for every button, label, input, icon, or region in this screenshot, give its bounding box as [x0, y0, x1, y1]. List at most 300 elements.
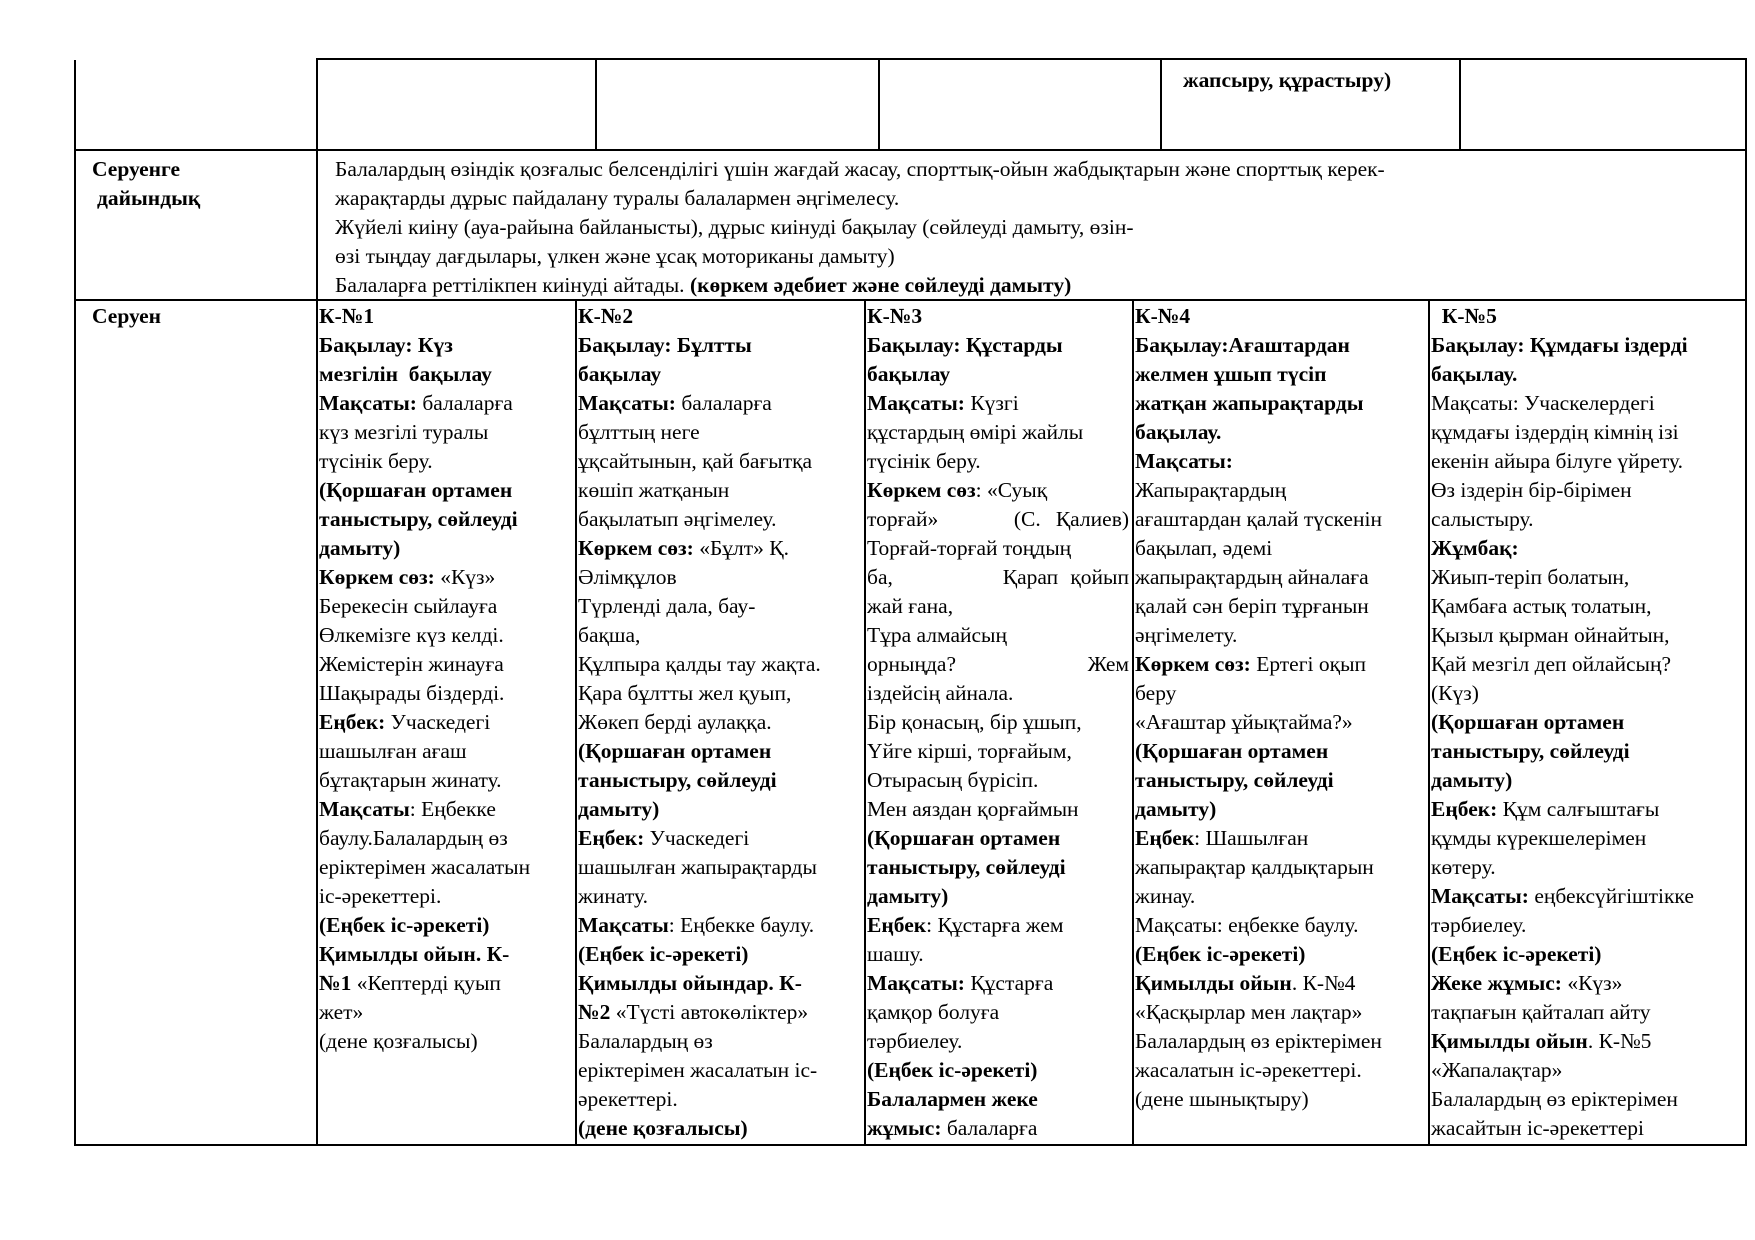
- text-run: (Күз): [1431, 681, 1479, 705]
- text-line: [578, 476, 862, 505]
- bold-text-run: дамыту): [578, 797, 660, 821]
- text-run: күз мезгілі туралы: [319, 420, 489, 444]
- text-run: салыстыру.: [1431, 507, 1534, 531]
- text-line: [1431, 737, 1743, 766]
- text-line: [1135, 447, 1425, 476]
- text-line: [319, 360, 573, 389]
- text-run: жасайтын іс-әрекеттері: [1431, 1116, 1644, 1140]
- text-run: Мен аяздан қорғаймын: [867, 797, 1079, 821]
- text-line: [867, 795, 1129, 824]
- walk-row-divider-3: [1132, 300, 1134, 1146]
- text-line: [1135, 882, 1425, 911]
- text-line: [867, 824, 1129, 853]
- prep-row-label: [92, 155, 200, 213]
- text-line: [1135, 911, 1425, 940]
- text-run: Учаскедегі: [644, 826, 750, 850]
- text-run: еңбексүйгіштікке: [1528, 884, 1694, 908]
- text-line: [1431, 1085, 1743, 1114]
- bold-text-run: К-№4: [1135, 304, 1191, 328]
- text-run: көшіп жатқанын: [578, 478, 730, 502]
- text-line: [1431, 679, 1743, 708]
- text-line: [867, 1027, 1129, 1056]
- text-line: [578, 592, 862, 621]
- text-run: іс-әрекеттері.: [319, 884, 442, 908]
- text-run: Мақсаты: еңбекке баулу.: [1135, 913, 1359, 937]
- text-line: [1431, 882, 1743, 911]
- text-line: [1431, 389, 1743, 418]
- text-line: [867, 505, 1129, 534]
- top-row-cell4-line: жапсыру, құрастыру): [1183, 68, 1392, 92]
- text-run: көтеру.: [1431, 855, 1496, 879]
- text-line: [319, 331, 573, 360]
- text-run: : Шашылған: [1194, 826, 1309, 850]
- text-line: [578, 621, 862, 650]
- text-run: «Ағаштар ұйықтайма?»: [1135, 710, 1353, 734]
- text-run: әңгімелету.: [1135, 623, 1238, 647]
- text-run: жай ғана,: [867, 594, 954, 618]
- text-run: ағаштардан қалай түскенін: [1135, 507, 1382, 531]
- text-run: баулу.Балалардың өз: [319, 826, 508, 850]
- text-line: [1135, 360, 1425, 389]
- text-line: [1135, 824, 1425, 853]
- bold-text-run: Еңбек:: [319, 710, 386, 734]
- text-line: [1431, 534, 1743, 563]
- top-row-divider-4: [1459, 60, 1461, 150]
- bold-text-run: Мақсаты:: [319, 391, 417, 415]
- text-run: қамқор болуға: [867, 1000, 1000, 1024]
- bold-text-run: Еңбек:: [578, 826, 645, 850]
- bold-text-run: таныстыру, сөйлеуді: [319, 507, 518, 531]
- text-line: [578, 708, 862, 737]
- bold-text-run: Бақылау: Құстарды: [867, 333, 1063, 357]
- text-line: [1135, 766, 1425, 795]
- text-line: [867, 592, 1129, 621]
- text-line: [1135, 505, 1425, 534]
- text-line: [319, 911, 573, 940]
- text-line: [1431, 592, 1743, 621]
- text-line: [578, 1085, 862, 1114]
- bold-text-run: (Еңбек іс-әрекеті): [1431, 942, 1602, 966]
- text-line: [1431, 766, 1743, 795]
- text-line: [578, 302, 862, 331]
- text-line: [578, 1027, 862, 1056]
- text-run: Балалардың өз еріктерімен: [1135, 1029, 1382, 1053]
- text-line: [867, 563, 1129, 592]
- walk-row-divider-2: [864, 300, 866, 1146]
- text-line: [319, 563, 573, 592]
- text-run: тәрбиелеу.: [867, 1029, 963, 1053]
- text-line: [578, 360, 862, 389]
- text-line: [867, 360, 1129, 389]
- text-line: [578, 1056, 862, 1085]
- bold-text-run: Көркем сөз: [867, 478, 976, 502]
- text-run: Жөкеп берді аулаққа.: [578, 710, 772, 734]
- bold-text-run: №1: [319, 971, 352, 995]
- text-run: жинату.: [578, 884, 648, 908]
- bold-text-run: таныстыру, сөйлеуді: [578, 768, 777, 792]
- text-run: шашылған ағаш: [319, 739, 467, 763]
- text-line: [1431, 418, 1743, 447]
- text-run: Жиып-теріп болатын,: [1431, 565, 1630, 589]
- text-run: іздейсің айнала.: [867, 681, 1014, 705]
- text-line: [578, 737, 862, 766]
- text-line: [319, 708, 573, 737]
- text-run: Отырасың бүрісіп.: [867, 768, 1039, 792]
- text-run: Берекесін сыйлауға: [319, 594, 498, 618]
- text-line: [1135, 650, 1425, 679]
- text-line: [867, 708, 1129, 737]
- bold-text-run: Еңбек:: [1431, 797, 1498, 821]
- text-run: Балалардың өзіндік қозғалыс белсенділігі үшін жағдай жасау, спорттық-ойын жабдықтарын және спорттық керек-: [335, 157, 1385, 181]
- text-line: [578, 853, 862, 882]
- text-line: [335, 184, 1385, 213]
- text-run: бақылап, әдемі: [1135, 536, 1273, 560]
- text-line: [578, 824, 862, 853]
- bold-text-run: дамыту): [319, 536, 401, 560]
- bold-text-run: таныстыру, сөйлеуді: [1431, 739, 1630, 763]
- bold-text-run: К-№2: [578, 304, 634, 328]
- text-run: бұтақтарын жинату.: [319, 768, 502, 792]
- bold-text-run: дамыту): [1431, 768, 1513, 792]
- bold-text-run: Бақылау: Бұлтты: [578, 333, 752, 357]
- text-line: [867, 302, 1129, 331]
- text-line: [319, 447, 573, 476]
- text-run: Үйге кірші, торғайым,: [867, 739, 1072, 763]
- text-run: Торғай-торғай тоңдың: [867, 536, 1072, 560]
- text-line: [1135, 679, 1425, 708]
- bold-text-run: Мақсаты:: [1431, 884, 1529, 908]
- text-line: [578, 940, 862, 969]
- text-run: Балаларға реттілікпен киінуді айтады.: [335, 273, 690, 297]
- text-line: [578, 650, 862, 679]
- text-run: Ертегі оқып: [1250, 652, 1367, 676]
- text-line: [319, 969, 573, 998]
- text-run: Қай мезгіл деп ойлайсың?: [1431, 652, 1671, 676]
- bold-text-run: Көркем сөз:: [1135, 652, 1251, 676]
- text-run: балаларға: [675, 391, 772, 415]
- text-line: [319, 505, 573, 534]
- text-run: Балалардың өз: [578, 1029, 713, 1053]
- bold-text-run: (Қоршаған ортамен: [1431, 710, 1625, 734]
- text-run: балаларға: [941, 1116, 1038, 1140]
- text-line: [319, 824, 573, 853]
- text-line: [867, 621, 1129, 650]
- bold-text-run: Еңбек: [1135, 826, 1195, 850]
- text-line: [319, 882, 573, 911]
- text-line: [335, 155, 1385, 184]
- text-run: Қамбаға астық толатын,: [1431, 594, 1652, 618]
- text-run: Қызыл қырман ойнайтын,: [1431, 623, 1670, 647]
- text-line: [1135, 476, 1425, 505]
- text-line: [1135, 795, 1425, 824]
- bold-text-run: Бақылау:Ағаштардан: [1135, 333, 1350, 357]
- text-line: [319, 389, 573, 418]
- bold-text-run: (Қоршаған ортамен: [319, 478, 513, 502]
- text-line: [319, 795, 573, 824]
- text-run: құстардың өмірі жайлы: [867, 420, 1084, 444]
- bold-text-run: (Еңбек іс-әрекеті): [1135, 942, 1306, 966]
- text-run: Жапырақтардың: [1135, 478, 1287, 502]
- text-line: [1135, 998, 1425, 1027]
- text-line: [867, 476, 1129, 505]
- text-line: [319, 302, 573, 331]
- text-line: [335, 242, 1385, 271]
- text-line: [578, 998, 862, 1027]
- text-line: [578, 447, 862, 476]
- text-run: құмды күрекшелерімен: [1431, 826, 1647, 850]
- text-line: [1431, 708, 1743, 737]
- text-run: Өлкемізге күз келді.: [319, 623, 504, 647]
- bold-text-run: Бақылау: Құмдағы іздерді: [1431, 333, 1688, 357]
- text-line: [578, 505, 862, 534]
- bold-text-run: Қимылды ойын. К-: [319, 942, 510, 966]
- text-line: [319, 679, 573, 708]
- text-line: [1135, 389, 1425, 418]
- text-line: [867, 766, 1129, 795]
- bold-text-run: бақылау: [867, 362, 951, 386]
- text-line: [319, 766, 573, 795]
- text-line: [867, 911, 1129, 940]
- text-line: [1431, 650, 1743, 679]
- bold-text-run: Мақсаты: [578, 913, 669, 937]
- text-run: «Бұлт» Қ.: [693, 536, 789, 560]
- text-run: беру: [1135, 681, 1177, 705]
- text-run: Күзгі: [964, 391, 1019, 415]
- bold-text-run: Қимылды ойын: [1431, 1029, 1588, 1053]
- text-line: [1135, 969, 1425, 998]
- text-line: [1135, 1027, 1425, 1056]
- text-run: . К-№5: [1587, 1029, 1652, 1053]
- text-line: [1431, 969, 1743, 998]
- text-run: еріктерімен жасалатын іс-: [578, 1058, 818, 1082]
- text-line: [1135, 1056, 1425, 1085]
- text-line: [867, 447, 1129, 476]
- text-run: «Жапалақтар»: [1431, 1058, 1563, 1082]
- text-line: [578, 418, 862, 447]
- prep-row-content: [335, 155, 1385, 300]
- text-run: әрекеттері.: [578, 1087, 678, 1111]
- text-run: бақылатып әңгімелеу.: [578, 507, 777, 531]
- text-line: [1431, 1056, 1743, 1085]
- text-run: Шақырады біздерді.: [319, 681, 505, 705]
- text-line: [1135, 592, 1425, 621]
- walk-row-label: [92, 302, 161, 331]
- text-run: Құстарға: [964, 971, 1054, 995]
- text-line: [867, 1056, 1129, 1085]
- text-run: түсінік беру.: [319, 449, 433, 473]
- text-line: [1431, 621, 1743, 650]
- bold-text-run: (Қоршаған ортамен: [578, 739, 772, 763]
- text-run: жасалатын іс-әрекеттері.: [1135, 1058, 1362, 1082]
- walk-row-divider-4: [1428, 300, 1430, 1146]
- text-line: [1431, 331, 1743, 360]
- bold-text-run: (дене қозғалысы): [578, 1116, 748, 1140]
- top-row-divider-2: [878, 60, 880, 150]
- text-run: ба, Қарап қойып: [867, 565, 1129, 589]
- text-line: [319, 621, 573, 650]
- text-line: [1135, 331, 1425, 360]
- text-line: [867, 998, 1129, 1027]
- bold-text-run: желмен ұшып түсіп: [1135, 362, 1327, 386]
- text-run: тақпағын қайталап айту: [1431, 1000, 1651, 1024]
- text-line: [319, 998, 573, 1027]
- text-line: [1431, 505, 1743, 534]
- text-line: [1431, 853, 1743, 882]
- text-run: шашылған жапырақтарды: [578, 855, 817, 879]
- bold-text-run: К-№1: [319, 304, 375, 328]
- text-run: «Күз»: [434, 565, 496, 589]
- text-run: жапырақтар қалдықтарын: [1135, 855, 1374, 879]
- text-line: [1135, 621, 1425, 650]
- bold-text-run: мезгілін бақылау: [319, 362, 492, 386]
- table-border-right: [1745, 60, 1747, 1146]
- text-run: қалай сән беріп тұрғанын: [1135, 594, 1369, 618]
- table-bottom-border: [74, 1144, 1747, 1146]
- text-run: Учаскедегі: [385, 710, 491, 734]
- bold-text-run: таныстыру, сөйлеуді: [1135, 768, 1334, 792]
- text-line: [867, 331, 1129, 360]
- text-line: [1431, 1114, 1743, 1143]
- walk-column-5: [1431, 302, 1743, 1143]
- text-run: Жүйелі киіну (ауа-райына байланысты), дұрыс киінуді бақылау (сөйлеуді дамыту, өзін-: [335, 215, 1134, 239]
- bold-text-run: Еңбек: [867, 913, 927, 937]
- text-run: Өз іздерін бір-бірімен: [1431, 478, 1632, 502]
- text-line: [335, 271, 1385, 300]
- text-line: [578, 911, 862, 940]
- text-run: «Кептерді қуып: [351, 971, 501, 995]
- text-line: [578, 563, 862, 592]
- label-column-divider: [316, 60, 318, 1146]
- text-line: [1135, 563, 1425, 592]
- bold-text-run: (Еңбек іс-әрекеті): [867, 1058, 1038, 1082]
- text-run: Құлпыра қалды тау жақта.: [578, 652, 821, 676]
- bold-text-run: Жеке жұмыс:: [1431, 971, 1562, 995]
- text-run: «Қасқырлар мен лақтар»: [1135, 1000, 1363, 1024]
- text-line: [319, 476, 573, 505]
- bold-text-run: Көркем сөз:: [578, 536, 694, 560]
- text-line: [867, 389, 1129, 418]
- text-run: ұқсайтынын, қай бағытқа: [578, 449, 813, 473]
- bold-text-run: №2: [578, 1000, 611, 1024]
- walk-column-4: [1135, 302, 1425, 1114]
- text-line: [578, 389, 862, 418]
- text-line: [578, 882, 862, 911]
- text-run: (дене қозғалысы): [319, 1029, 478, 1053]
- text-line: [1431, 940, 1743, 969]
- bold-text-run: К-№5: [1431, 304, 1497, 328]
- text-run: балаларға: [416, 391, 513, 415]
- bold-text-run: Бақылау: Күз: [319, 333, 453, 357]
- text-run: : Еңбекке: [409, 797, 496, 821]
- text-run: өзі тыңдау дағдылары, үлкен және ұсақ моториканы дамыту): [335, 244, 895, 268]
- text-line: [1135, 940, 1425, 969]
- prep-label-line-1: Серуенге: [92, 157, 181, 181]
- text-run: шашу.: [867, 942, 924, 966]
- text-line: [1135, 853, 1425, 882]
- text-line: [319, 418, 573, 447]
- text-line: [867, 534, 1129, 563]
- text-line: [867, 940, 1129, 969]
- walk-column-2: [578, 302, 862, 1143]
- text-line: [1135, 1085, 1425, 1114]
- text-line: [319, 1027, 573, 1056]
- text-run: еріктерімен жасалатын: [319, 855, 531, 879]
- walk-row-divider-1: [575, 300, 577, 1146]
- text-line: [578, 534, 862, 563]
- text-line: [578, 679, 862, 708]
- text-line: [319, 592, 573, 621]
- text-run: Қара бұлтты жел қуып,: [578, 681, 792, 705]
- text-line: [578, 969, 862, 998]
- bold-text-run: бақылау: [578, 362, 662, 386]
- text-line: [1431, 447, 1743, 476]
- text-line: [1431, 563, 1743, 592]
- text-line: [1135, 534, 1425, 563]
- text-run: Мақсаты: Учаскелердегі: [1431, 391, 1655, 415]
- bold-text-run: таныстыру, сөйлеуді: [867, 855, 1066, 879]
- top-row-top-border: [316, 58, 1747, 60]
- text-line: [335, 213, 1385, 242]
- bold-text-run: жұмыс:: [867, 1116, 942, 1140]
- bold-text-run: Қимылды ойындар. К-: [578, 971, 802, 995]
- text-run: тәрбиелеу.: [1431, 913, 1527, 937]
- bold-text-run: дамыту): [867, 884, 949, 908]
- text-line: [1431, 302, 1743, 331]
- walk-label: Серуен: [92, 304, 162, 328]
- text-line: [1431, 911, 1743, 940]
- text-run: жет»: [319, 1000, 364, 1024]
- bold-text-run: бақылау.: [1135, 420, 1222, 444]
- walk-column-1: [319, 302, 573, 1056]
- bold-text-run: Көркем сөз:: [319, 565, 435, 589]
- text-run: : «Суық: [975, 478, 1048, 502]
- bold-text-run: (Қоршаған ортамен: [1135, 739, 1329, 763]
- text-run: бақша,: [578, 623, 641, 647]
- text-run: Тұра алмайсың: [867, 623, 1008, 647]
- prep-label-line-2: дайындық: [97, 186, 201, 210]
- bold-text-run: дамыту): [1135, 797, 1217, 821]
- text-line: [867, 853, 1129, 882]
- text-line: [1135, 418, 1425, 447]
- text-line: [1135, 708, 1425, 737]
- text-line: [867, 418, 1129, 447]
- text-line: [1431, 998, 1743, 1027]
- text-line: [1431, 1027, 1743, 1056]
- bold-text-run: (Еңбек іс-әрекеті): [319, 913, 490, 937]
- bold-text-run: Мақсаты:: [1135, 449, 1233, 473]
- text-line: [1431, 476, 1743, 505]
- text-line: [578, 331, 862, 360]
- bold-text-run: (Еңбек іс-әрекеті): [578, 942, 749, 966]
- text-line: [319, 650, 573, 679]
- text-run: Түрленді дала, бау-: [578, 594, 756, 618]
- bold-text-run: Мақсаты:: [867, 971, 965, 995]
- bold-text-run: Жұмбақ:: [1431, 536, 1519, 560]
- text-line: [1431, 824, 1743, 853]
- text-run: Құм салғыштағы: [1497, 797, 1660, 821]
- bold-text-run: Мақсаты:: [867, 391, 965, 415]
- bold-text-run: К-№3: [867, 304, 923, 328]
- text-run: : Еңбекке баулу.: [668, 913, 815, 937]
- text-line: [319, 737, 573, 766]
- text-run: орныңда? Жем: [867, 652, 1129, 676]
- text-line: [867, 1085, 1129, 1114]
- top-row-divider-3: [1160, 60, 1162, 150]
- top-row-bottom-border: [74, 149, 1747, 151]
- text-line: [1135, 737, 1425, 766]
- text-run: . К-№4: [1291, 971, 1356, 995]
- text-line: [1431, 795, 1743, 824]
